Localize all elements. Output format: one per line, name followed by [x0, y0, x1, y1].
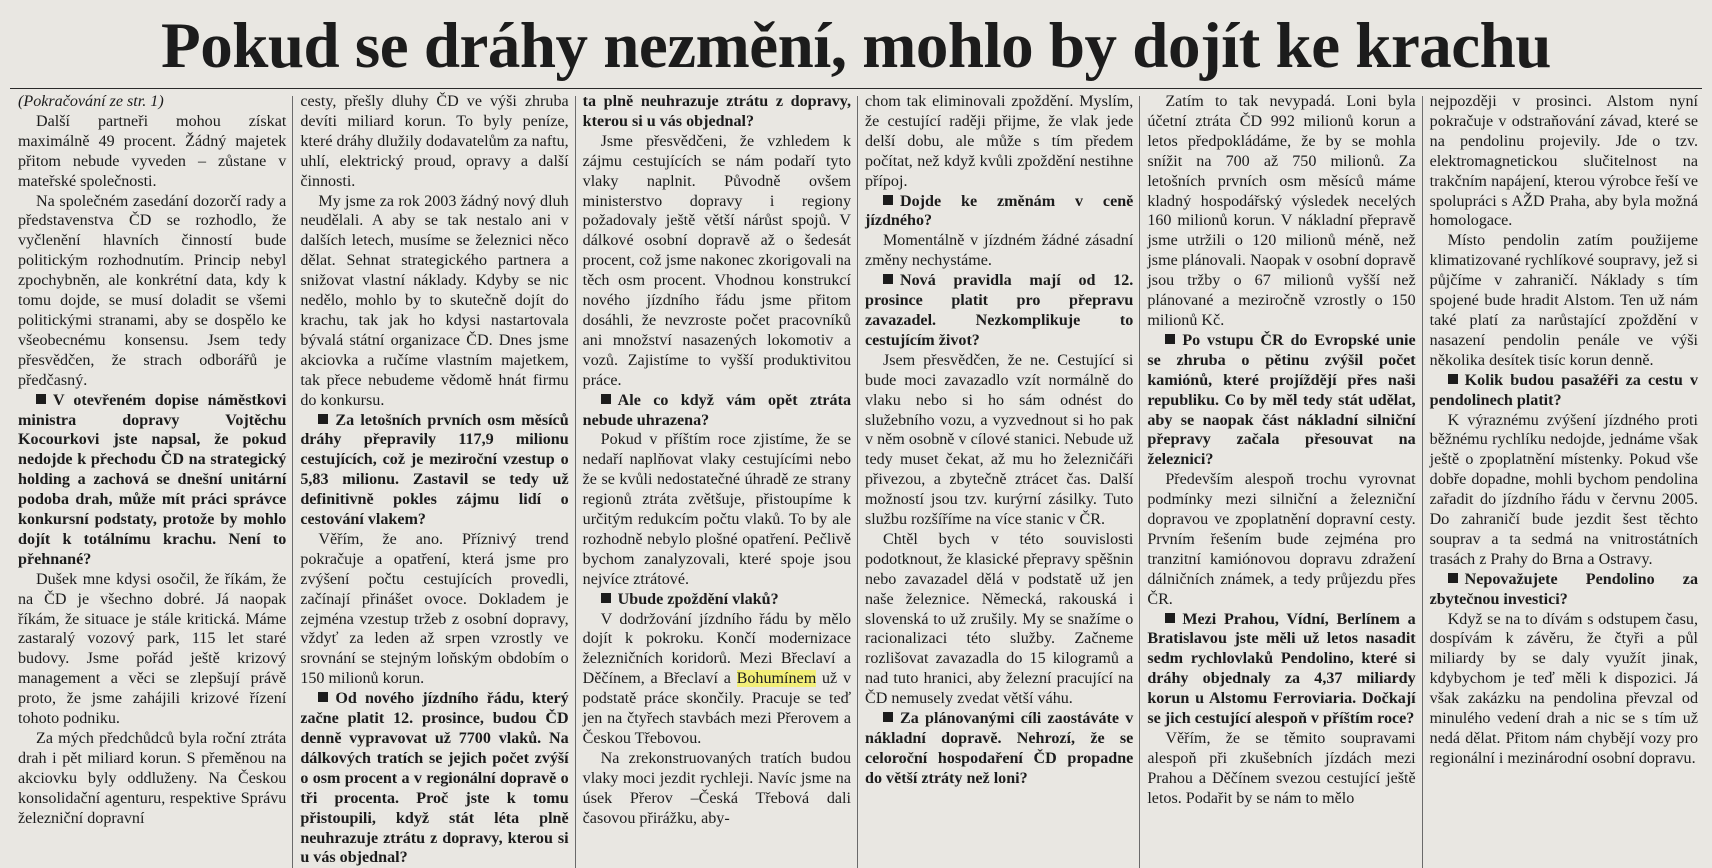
paragraph: Za mých předchůdců byla roční ztráta drah i pět miliard korun. S přeměnou na akciovku byly oddluženy. Na Českou konsolidační agenturu, respektive Správu železniční dopravní [18, 730, 287, 827]
paragraph: Dušek mne kdysi osočil, že říkám, že na ČD je všechno dobré. Já naopak říkám, že situace je stále kritická. Máme zastaralý vozový park, 115 let staré budovy. Jsme pořád ještě krizový management a věci se zlepšují právě proto, že jsme zahájili krizové řízení tohoto podniku. [18, 570, 287, 728]
paragraph: Na zrekonstruovaných tratích budou vlaky moci jezdit rychleji. Navíc jsme na úsek Přerov –Česká Třebová dali časovou přirážku, aby- [582, 749, 851, 827]
paragraph-text: už v podstatě práce skončily. Pracuje se teď jen na čtyřech stavbách mezi Přerovem a Českou Třebovou. [582, 670, 851, 747]
paragraph: Zatím to tak nevypadá. Loni byla účetní ztráta ČD 992 milionů korun a letos předpokládáme, že by se mohla snížit na 700 až 750 milionů. Za letošních prvních osm měsíců máme kladný hospodářský výsledek necelých 160 milionů korun. V nákladní přepravě jsme utržili o 120 milionů méně, než jsme plánovali. Naopak v osobní dopravě jsou tržby o 67 milionů vyšší než plánované a meziročně vzrostly o 150 milionů Kč. [1147, 93, 1416, 329]
interview-question: V otevřeném dopise náměstkovi ministra dopravy Vojtěchu Kocourkovi jste napsal, že pokud nedojde k přechodu ČD na strategický holding a zachová se dnešní unitární podoba drah, může mít práci správce konkursní podstaty, protože by mohlo dojít k totálnímu krachu. Není to přehnané? [18, 391, 287, 568]
interview-question: Od nového jízdního řádu, který začne platit 12. prosince, budou ČD denně vypravovat už 7700 vlaků. Na dálkových tratích se jejich počet zvýší o osm procent a v regionální dopravě o tři procenta. Proč jste k tomu přistoupili, když stát léta plně neuhrazuje ztrátu z dopravy, kterou si u vás objednal? [300, 690, 569, 867]
highlighted-word: Bohumínem [736, 670, 817, 688]
paragraph: Věřím, že se těmito soupravami alespoň při zkušebních jízdách mezi Prahou a Děčínem svezou cestující ještě letos. Podařit by se nám to mělo [1147, 730, 1416, 807]
paragraph: Pokud v příštím roce zjistíme, že se nedaří naplňovat vlaky cestujícími nebo že se kvůli nedostatečné úhradě ze strany regionů ztráta zvětšuje, přistoupíme k určitým redukcím počtu vlaků. To by ale rozhodně nebylo plošné opatření. Pečlivě bychom zanalyzovali, které spoje jsou nejvíce ztrátové. [582, 431, 851, 588]
paragraph: Především alespoň trochu vyrovnat podmínky mezi silniční a železniční dopravou ve zpoplatnění dopravní cesty. Prvním řešením bude zejména pro tranzitní kamiónovou dopravu zdražení dálničních známek, a tedy průjezdu přes ČR. [1147, 471, 1416, 608]
continued-paragraph: cesty, přešly dluhy ČD ve výši zhruba devíti miliard korun. To byly peníze, které dráhy dlužily dodavatelům za naftu, uhlí, elektrický proud, opravy a další činnosti. [300, 93, 569, 190]
interview-question: Dojde ke změnám v ceně jízdného? [865, 192, 1134, 230]
article-column-5 [1147, 92, 1415, 868]
paragraph [583, 610, 851, 749]
paragraph: K výraznému zvýšení jízdného proti běžnému rychlíku nedojde, jednáme však ještě o zpoplatnění místenky. Pokud vše dobře dopadne, mohli bychom pendolina zařadit do jízdního řádu v červnu 2005. Do zahraničí bude jezdit šest těchto souprav a ta sedmá na vnitrostátních trasách z Prahy do Brna a Ostravy. [1429, 411, 1698, 568]
interview-question: Nepovažujete Pendolino za zbytečnou investici? [1429, 570, 1698, 608]
article-column-1 [18, 92, 286, 868]
paragraph: Momentálně v jízdném žádné zásadní změny nechystáme. [865, 232, 1134, 270]
interview-question: Ubude zpoždění vlaků? [583, 590, 851, 610]
article-column-6 [1430, 92, 1698, 868]
continued-paragraph: nejpozději v prosinci. Alstom nyní pokračuje v odstraňování závad, které se na pendolinu projevily. Jde o tzv. elektromagnetickou slučitelnost na trakčním napájení, kterou výrobce řeší ve spolupráci s AŽD Praha, aby byla možná homologace. [1429, 93, 1698, 230]
headline-rule [10, 88, 1702, 89]
interview-question: Mezi Prahou, Vídní, Berlínem a Bratislavou jste měli už letos nasadit sedm rychlovlaků Pendolino, které si dráhy objednaly za 4,37 miliardy korun u Alstomu Ferroviaria. Dočkají se jich cestující alespoň v příštím roce? [1147, 610, 1416, 728]
paragraph-text: V dodržování jízdního řádu by mělo dojít k pokroku. Končí modernizace železničních koridorů. Mezi Břeclaví a Děčínem, a Břeclaví a [582, 610, 851, 688]
headline: Pokud se dráhy nezmění, mohlo by dojít ke krachu [161, 10, 1551, 82]
interview-question: Po vstupu ČR do Evropské unie se zhruba o pětinu zvýšil počet kamiónů, které projíždějí přes naši republiku. Co by měl tedy stát udělat, aby se naopak část nákladní silniční přepravy začala přesouvat na železnici? [1147, 331, 1416, 469]
article-columns [18, 92, 1698, 867]
paragraph: Na společném zasedání dozorčí rady a představenstva ČD se rozhodlo, že vyčlenění hlavních činností bude politickým rozhodnutím. Princip nebyl zpochybněn, ale konkrétní data, kdy k tomu dojde, se musí doladit se všemi politickými stranami, aby se dospělo ke všeobecnému konsensu. Jsem tedy přesvědčen, že strach odborářů je předčasný. [18, 192, 287, 389]
paragraph: Věřím, že ano. Příznivý trend pokračuje a opatření, která jsme pro zvýšení počtu cestujících provedli, začínají přinášet ovoce. Dokladem je zejména vzestup tržeb z osobní dopravy, vždyť za leden až srpen vzrostly ve srovnání se stejným loňským obdobím o 150 milionů korun. [300, 530, 569, 688]
article-column-4 [865, 92, 1133, 868]
interview-question: Za letošních prvních osm měsíců dráhy přepravily 117,9 milionu cestujících, což je meziroční vzestup o 5,83 milionu. Zastavil se tedy už definitivně pokles zájmu lidí o cestování vlakem? [300, 411, 569, 529]
continuation-note: (Pokračování ze str. 1) [18, 93, 164, 110]
continued-paragraph: ta plně neuhrazuje ztrátu z dopravy, kterou si u vás objednal? [582, 93, 851, 130]
paragraph: Jsem přesvědčen, že ne. Cestující si bude moci zavazadlo vzít normálně do vlaku nebo si ho sám odnést do služebního vozu, a vyzvednout si ho pak v něm osobně v cílové stanici. Nebude už tedy muset čekat, až mu ho železničáři přivezou, a zbytečně ztrácet čas. Další možností jsou tzv. kurýrní zásilky. Tuto službu rozšíříme na více stanic v ČR. [865, 351, 1134, 529]
paragraph: My jsme za rok 2003 žádný nový dluh neudělali. A aby se tak nestalo ani v dalších letech, musíme se železnici něco dělat. Sehnat strategického partnera a snižovat vlastní náklady. Kdyby se nic nedělo, mohlo by to skutečně dojít do krachu, tak jak ho kdysi nastartovala bývalá státní organizace ČD. Dnes jsme akciovka a ručíme vlastním majetkem, tak přece nebudeme vědomě hnát firmu do konkursu. [300, 192, 569, 409]
interview-question: Kolik budou pasažéři za cestu v pendolinech platit? [1429, 371, 1698, 409]
interview-question: Za plánovanými cíli zaostáváte v nákladní dopravě. Nehrozí, že se celoroční hospodaření ČD propadne do větší ztráty než loni? [865, 710, 1134, 787]
interview-question: Ale co když vám opět ztráta nebude uhrazena? [582, 391, 851, 429]
paragraph: Jsme přesvědčeni, že vzhledem k zájmu cestujících se nám podaří tyto vlaky naplnit. Původně ovšem ministerstvo dopravy i regiony požadovaly ještě větší nárůst spojů. V dálkové osobní dopravě až o šedesát procent, což jsme nakonec zkorigovali na těch osm procent. Vhodnou konstrukcí nového jízdního řádu jsme přitom dosáhli, že nevzroste počet pracovníků ani množství nasazených lokomotiv a vozů. Zajistíme to vyšší produktivitou práce. [582, 132, 851, 389]
article-column-3 [583, 92, 851, 868]
interview-question: Nová pravidla mají od 12. prosince platit pro přepravu zavazadel. Nezkomplikuje to cestujícím život? [865, 272, 1134, 349]
paragraph: Další partneři mohou získat maximálně 49 procent. Žádný majetek přitom nebude vyveden – zůstane v mateřské společnosti. [18, 112, 287, 190]
article-column-2 [300, 92, 568, 868]
paragraph: Chtěl bych v této souvislosti podotknout, že klasické přepravy spěšnin nebo zavazadel dělá v podstatě už jen naše železnice. Německá, rakouská i slovenská to už zrušily. My se snažíme o racionalizaci této služby. Začneme rozlišovat zavazadla do 15 kilogramů a nad tuto hranici, aby železní pracující na ČD nemusely zvedat větší váhu. [865, 530, 1134, 708]
continued-paragraph: chom tak eliminovali zpoždění. Myslím, že cestující raději přijme, že vlak jede delší dobu, ale může s tím předem počítat, než když kvůli zpoždění nestihne přípoj. [865, 93, 1134, 190]
paragraph: Když se na to dívám s odstupem času, dospívám k závěru, že čtyři a půl miliardy by se daly využít jinak, kdybychom je teď měli k dispozici. Já však zakázku na pendolina převzal od minulého vedení drah a nic se s tím už nedá dělat. Přitom nám chybějí vozy pro regionální i mezinárodní osobní dopravu. [1429, 610, 1698, 767]
paragraph: Místo pendolin zatím použijeme klimatizované rychlíkové soupravy, jež si půjčíme v zahraničí. Náklady s tím spojené bude hradit Alstom. Ten už nám také platí za narůstající zpoždění v nasazení pendolin penále ve výši několika desítek tisíc korun denně. [1429, 232, 1698, 369]
